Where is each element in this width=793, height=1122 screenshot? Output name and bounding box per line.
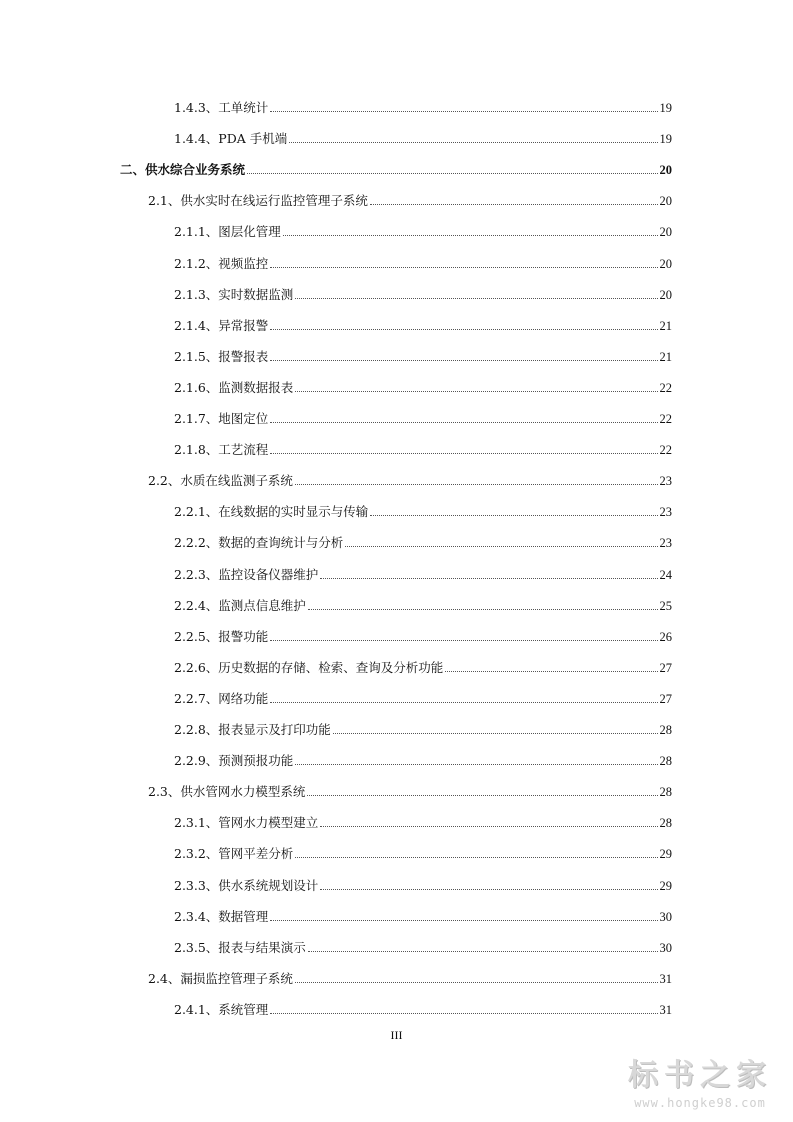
toc-entry[interactable]: [174, 874, 672, 894]
toc-entry-page: 30: [659, 909, 672, 924]
dot-leader: [270, 360, 657, 361]
toc-entry-title: 2.3.3、供水系统规划设计: [174, 877, 319, 893]
toc-entry-page: 23: [659, 474, 672, 489]
toc-entry[interactable]: [174, 438, 672, 458]
toc-entry[interactable]: [174, 220, 672, 240]
toc-entry-page: 22: [659, 443, 672, 458]
toc-entry-title: 2.2.1、在线数据的实时显示与传输: [174, 504, 369, 520]
toc-entry-title: 2.3.5、报表与结果演示: [174, 939, 306, 955]
dot-leader: [308, 951, 658, 952]
toc-entry-page: 27: [659, 691, 672, 706]
toc-entry[interactable]: [174, 345, 672, 365]
toc-entry[interactable]: [174, 749, 672, 769]
toc-entry-page: 21: [659, 349, 672, 364]
toc-entry-page: 28: [659, 816, 672, 831]
toc-entry-page: 28: [659, 754, 672, 769]
toc-entry-title: 2.3.4、数据管理: [174, 908, 269, 924]
dot-leader: [270, 329, 657, 330]
toc-entry-title: 2.1、供水实时在线运行监控管理子系统: [148, 193, 368, 209]
toc-entry-page: 27: [659, 660, 672, 675]
toc-entry-title: 1.4.3、工单统计: [174, 100, 269, 115]
toc-entry-title: 2.4、漏损监控管理子系统: [148, 970, 293, 986]
dot-leader: [345, 546, 657, 547]
dot-leader: [270, 702, 657, 703]
dot-leader: [289, 142, 657, 143]
toc-entry-title: 2.2、水质在线监测子系统: [148, 473, 293, 489]
toc-entry[interactable]: [174, 656, 672, 676]
toc-entry[interactable]: [174, 563, 672, 583]
toc-entry[interactable]: [148, 469, 672, 489]
toc-entry[interactable]: [148, 780, 672, 800]
toc-entry-page: 19: [659, 132, 672, 147]
toc-entry-title: 2.1.5、报警报表: [174, 348, 269, 364]
dot-leader: [283, 235, 658, 236]
dot-leader: [308, 609, 658, 610]
toc-entry[interactable]: [174, 283, 672, 303]
dot-leader: [295, 298, 657, 299]
toc-entry[interactable]: [174, 842, 672, 862]
toc-entry-page: 20: [659, 287, 672, 302]
toc-entry-title: 2.1.2、视频监控: [174, 255, 269, 271]
dot-leader: [270, 920, 657, 921]
dot-leader: [270, 1013, 657, 1014]
dot-leader: [295, 764, 657, 765]
toc-entry-page: 20: [659, 194, 672, 209]
toc-entry[interactable]: [174, 905, 672, 925]
toc-entry-title: 2.1.6、监测数据报表: [174, 379, 294, 395]
toc-entry-page: 28: [659, 723, 672, 737]
toc-entry-page: 21: [659, 318, 672, 333]
toc-entry[interactable]: [174, 998, 672, 1018]
toc-entry-title: 2.3.2、管网平差分析: [174, 846, 294, 862]
dot-leader: [270, 267, 657, 268]
toc-entry[interactable]: [174, 594, 672, 614]
toc-entry[interactable]: [174, 500, 672, 520]
toc-entry[interactable]: [174, 314, 672, 334]
toc-entry-page: 31: [659, 1002, 672, 1017]
page-number: III: [390, 1028, 403, 1042]
toc-entry-title: 2.1.1、图层化管理: [174, 224, 281, 240]
toc-entry[interactable]: [174, 96, 672, 116]
toc-entry[interactable]: [174, 376, 672, 396]
toc-entry-title: 2.1.4、异常报警: [174, 317, 269, 333]
toc-entry-page: 23: [659, 505, 672, 520]
toc-entry-page: 20: [659, 225, 672, 240]
toc-entry[interactable]: [120, 158, 672, 178]
toc-entry-page: 25: [659, 598, 672, 613]
toc-entry[interactable]: [174, 936, 672, 956]
dot-leader: [320, 578, 657, 579]
dot-leader: [307, 795, 657, 796]
toc-entry-page: 22: [659, 380, 672, 395]
toc-entry-title: 2.1.7、地图定位: [174, 411, 269, 426]
toc-entry-title: 2.1.8、工艺流程: [174, 442, 269, 458]
dot-leader: [370, 515, 657, 516]
toc-entry-title: 2.2.7、网络功能: [174, 690, 269, 706]
toc-entry-page: 23: [659, 536, 672, 551]
toc-entry-title: 2.2.8、报表显示及打印功能: [174, 722, 331, 737]
toc-entry-page: 20: [659, 163, 672, 178]
toc-entry-title: 2.2.4、监测点信息维护: [174, 597, 306, 613]
toc-entry-title: 2.2.5、报警功能: [174, 628, 269, 644]
toc-entry-title: 2.2.3、监控设备仪器维护: [174, 566, 319, 582]
toc-entry[interactable]: [174, 531, 672, 551]
toc-entry-page: 24: [659, 567, 672, 582]
dot-leader: [370, 204, 658, 205]
dot-leader: [295, 391, 657, 392]
toc-entry-title: 2.2.9、预测预报功能: [174, 753, 294, 769]
dot-leader: [270, 453, 657, 454]
toc-entry-page: 20: [659, 256, 672, 271]
toc-entry[interactable]: [174, 687, 672, 707]
toc-entry-title: 2.3.1、管网水力模型建立: [174, 815, 319, 831]
toc-entry[interactable]: [174, 718, 672, 738]
toc-entry-page: 29: [659, 878, 672, 893]
toc-entry-page: 31: [659, 971, 672, 986]
toc-entry-title: 2.2.2、数据的查询统计与分析: [174, 535, 344, 551]
toc-entry-title: 2.1.3、实时数据监测: [174, 286, 294, 302]
watermark-logo: [615, 1056, 785, 1118]
toc-entry-page: 19: [659, 101, 672, 115]
watermark-url: www.hongke98.com: [634, 1096, 766, 1110]
toc-entry-page: 22: [659, 412, 672, 426]
dot-leader: [295, 484, 658, 485]
toc-entry[interactable]: [174, 407, 672, 427]
toc-entry-page: 30: [659, 940, 672, 955]
dot-leader: [320, 889, 657, 890]
dot-leader: [270, 111, 657, 112]
toc-entry-page: 29: [659, 847, 672, 862]
toc-entry-page: 26: [659, 629, 672, 644]
dot-leader: [270, 640, 657, 641]
toc-entry-title: 2.3、供水管网水力模型系统: [148, 784, 306, 800]
toc-entry-page: 28: [659, 785, 672, 800]
toc-entry[interactable]: [148, 967, 672, 987]
dot-leader: [295, 982, 658, 983]
dot-leader: [320, 826, 657, 827]
toc-entry-title: 2.4.1、系统管理: [174, 1001, 269, 1017]
dot-leader: [333, 733, 658, 734]
toc-entry-title: 二、供水综合业务系统: [120, 162, 246, 178]
toc-entry[interactable]: [174, 625, 672, 645]
dot-leader: [295, 857, 657, 858]
dot-leader: [445, 671, 657, 672]
toc-entry[interactable]: [148, 189, 672, 209]
toc-entry[interactable]: [174, 252, 672, 272]
toc-entry[interactable]: [174, 127, 672, 147]
toc-entry[interactable]: [174, 811, 672, 831]
watermark-title: 标书之家: [628, 1058, 772, 1093]
dot-leader: [270, 422, 657, 423]
toc-entry-title: 1.4.4、PDA 手机端: [174, 131, 288, 147]
dot-leader: [247, 173, 657, 174]
toc-entry-title: 2.2.6、历史数据的存储、检索、查询及分析功能: [174, 659, 444, 675]
